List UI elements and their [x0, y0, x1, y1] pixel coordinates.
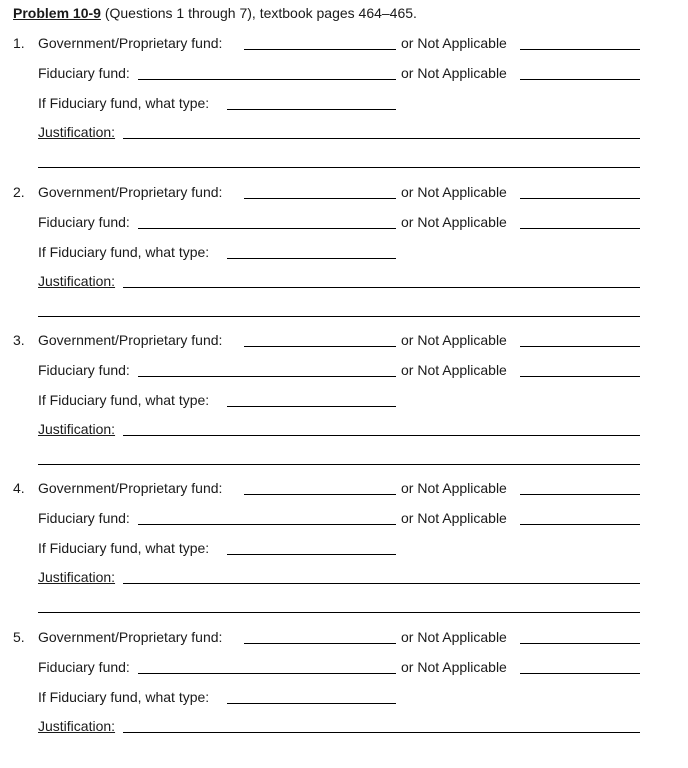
justification-row — [0, 717, 688, 737]
not-applicable-label: or Not Applicable — [401, 510, 507, 526]
fiduciary-type-blank[interactable] — [227, 406, 396, 407]
gov-prop-row — [0, 479, 688, 499]
fiduciary-type-blank[interactable] — [227, 554, 396, 555]
fiduciary-row — [0, 213, 688, 233]
not-applicable-blank[interactable] — [520, 494, 640, 495]
gov-prop-blank[interactable] — [244, 49, 396, 50]
justification-blank-continued[interactable] — [38, 612, 640, 613]
fiduciary-type-blank[interactable] — [227, 109, 396, 110]
fiduciary-type-blank[interactable] — [227, 258, 396, 259]
question-block — [0, 479, 688, 619]
not-applicable-label: or Not Applicable — [401, 214, 507, 230]
gov-prop-blank[interactable] — [244, 346, 396, 347]
gov-prop-blank[interactable] — [244, 198, 396, 199]
question-number: 2. — [13, 184, 25, 200]
question-block — [0, 34, 688, 174]
question-number: 5. — [13, 629, 25, 645]
not-applicable-blank[interactable] — [520, 49, 640, 50]
fiduciary-label: Fiduciary fund: — [38, 214, 130, 230]
justification-blank[interactable] — [123, 583, 640, 584]
gov-prop-label: Government/Proprietary fund: — [38, 35, 223, 51]
fiduciary-blank[interactable] — [138, 673, 396, 674]
justification-label: Justification: — [38, 124, 116, 140]
fiduciary-row — [0, 361, 688, 381]
fiduciary-type-label: If Fiduciary fund, what type: — [38, 95, 210, 111]
justification-row — [0, 272, 688, 292]
fiduciary-type-label: If Fiduciary fund, what type: — [38, 392, 210, 408]
gov-prop-row — [0, 183, 688, 203]
problem-number: Problem 10-9 — [13, 5, 101, 21]
not-applicable-blank[interactable] — [520, 228, 640, 229]
fiduciary-label: Fiduciary fund: — [38, 362, 130, 378]
fiduciary-label: Fiduciary fund: — [38, 65, 130, 81]
fiduciary-row — [0, 509, 688, 529]
fiduciary-type-row — [0, 688, 688, 708]
justification-label: Justification: — [38, 273, 116, 289]
fiduciary-label: Fiduciary fund: — [38, 510, 130, 526]
question-block — [0, 628, 688, 768]
fiduciary-type-row — [0, 94, 688, 114]
fiduciary-row — [0, 658, 688, 678]
not-applicable-label: or Not Applicable — [401, 480, 507, 496]
not-applicable-label: or Not Applicable — [401, 629, 507, 645]
gov-prop-label: Government/Proprietary fund: — [38, 184, 223, 200]
question-block — [0, 183, 688, 323]
not-applicable-blank[interactable] — [520, 673, 640, 674]
fiduciary-label: Fiduciary fund: — [38, 659, 130, 675]
not-applicable-blank[interactable] — [520, 643, 640, 644]
gov-prop-row — [0, 34, 688, 54]
fiduciary-type-row — [0, 539, 688, 559]
question-block — [0, 331, 688, 471]
justification-blank[interactable] — [123, 435, 640, 436]
not-applicable-label: or Not Applicable — [401, 184, 507, 200]
not-applicable-blank[interactable] — [520, 346, 640, 347]
fiduciary-type-label: If Fiduciary fund, what type: — [38, 540, 210, 556]
justification-label: Justification: — [38, 718, 116, 734]
not-applicable-blank[interactable] — [520, 198, 640, 199]
justification-row — [0, 123, 688, 143]
fiduciary-blank[interactable] — [138, 376, 396, 377]
not-applicable-label: or Not Applicable — [401, 332, 507, 348]
gov-prop-label: Government/Proprietary fund: — [38, 332, 223, 348]
justification-blank[interactable] — [123, 138, 640, 139]
not-applicable-blank[interactable] — [520, 376, 640, 377]
justification-row — [0, 420, 688, 440]
justification-blank-continued[interactable] — [38, 464, 640, 465]
fiduciary-blank[interactable] — [138, 524, 396, 525]
fiduciary-type-blank[interactable] — [227, 703, 396, 704]
not-applicable-label: or Not Applicable — [401, 35, 507, 51]
question-number: 3. — [13, 332, 25, 348]
fiduciary-type-label: If Fiduciary fund, what type: — [38, 689, 210, 705]
gov-prop-blank[interactable] — [244, 494, 396, 495]
fiduciary-blank[interactable] — [138, 79, 396, 80]
gov-prop-row — [0, 628, 688, 648]
justification-row — [0, 568, 688, 588]
not-applicable-label: or Not Applicable — [401, 65, 507, 81]
gov-prop-row — [0, 331, 688, 351]
justification-blank[interactable] — [123, 287, 640, 288]
not-applicable-blank[interactable] — [520, 79, 640, 80]
justification-blank-continued[interactable] — [38, 316, 640, 317]
gov-prop-label: Government/Proprietary fund: — [38, 629, 223, 645]
fiduciary-type-row — [0, 243, 688, 263]
fiduciary-blank[interactable] — [138, 228, 396, 229]
fiduciary-row — [0, 64, 688, 84]
problem-description: (Questions 1 through 7), textbook pages 464–465. — [100, 5, 417, 21]
worksheet-header — [13, 5, 417, 21]
fiduciary-type-row — [0, 391, 688, 411]
justification-label: Justification: — [38, 569, 116, 585]
not-applicable-label: or Not Applicable — [401, 659, 507, 675]
justification-blank[interactable] — [123, 732, 640, 733]
question-number: 4. — [13, 480, 25, 496]
fiduciary-type-label: If Fiduciary fund, what type: — [38, 244, 210, 260]
justification-label: Justification: — [38, 421, 116, 437]
gov-prop-blank[interactable] — [244, 643, 396, 644]
gov-prop-label: Government/Proprietary fund: — [38, 480, 223, 496]
not-applicable-label: or Not Applicable — [401, 362, 507, 378]
not-applicable-blank[interactable] — [520, 524, 640, 525]
justification-blank-continued[interactable] — [38, 167, 640, 168]
question-number: 1. — [13, 35, 25, 51]
